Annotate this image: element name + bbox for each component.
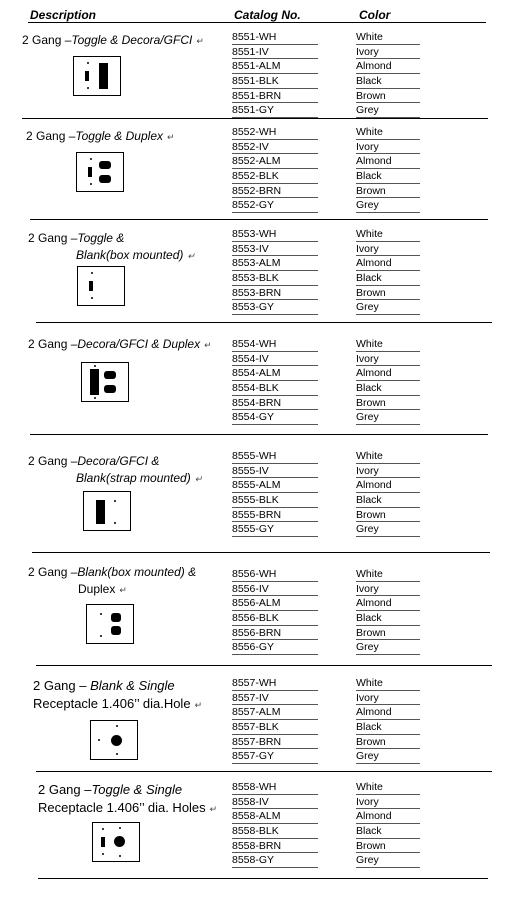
toggle-decora-plate-icon [73, 56, 121, 96]
color-list [356, 449, 420, 537]
color-name: Brown [356, 735, 420, 750]
catalog-number: 8552-IV [232, 140, 318, 155]
catalog-number: 8553-IV [232, 242, 318, 257]
description-italic: Decora/GFCI & [77, 454, 160, 468]
section-divider [36, 665, 492, 666]
catalog-number: 8553-GY [232, 300, 318, 315]
color-name: Brown [356, 89, 420, 104]
description [28, 336, 212, 353]
color-name: Ivory [356, 582, 420, 597]
color-name: Brown [356, 396, 420, 411]
color-list [356, 30, 420, 118]
color-name: Ivory [356, 691, 420, 706]
color-name: White [356, 676, 420, 691]
description-prefix: 2 Gang – [28, 231, 78, 245]
catalog-list [232, 227, 318, 315]
description-italic: Toggle & Decora/GFCI [71, 33, 193, 47]
catalog-number: 8557-ALM [232, 705, 318, 720]
catalog-list [232, 125, 318, 213]
description-line2: Blank(strap mounted) ↵ [76, 471, 203, 485]
color-name: Almond [356, 478, 420, 493]
color-name: Brown [356, 508, 420, 523]
description-italic: Toggle & [77, 231, 125, 245]
catalog-number: 8558-BRN [232, 839, 318, 854]
catalog-number: 8554-IV [232, 352, 318, 367]
color-name: Black [356, 493, 420, 508]
color-name: Grey [356, 103, 420, 118]
description-prefix: 2 Gang – [28, 454, 78, 468]
color-name: Ivory [356, 45, 420, 60]
catalog-number: 8556-WH [232, 567, 318, 582]
catalog-number: 8554-BLK [232, 381, 318, 396]
color-list [356, 125, 420, 213]
toggle-duplex-plate-icon [76, 152, 124, 192]
catalog-number: 8551-BLK [232, 74, 318, 89]
catalog-list [232, 780, 318, 868]
catalog-number: 8558-IV [232, 795, 318, 810]
description-prefix: 2 Gang – [22, 33, 72, 47]
color-name: Brown [356, 839, 420, 854]
catalog-number: 8556-GY [232, 640, 318, 655]
description-prefix: 2 Gang – [38, 782, 92, 797]
color-name: White [356, 337, 420, 352]
catalog-number: 8555-IV [232, 464, 318, 479]
return-mark: ↵ [194, 700, 203, 710]
catalog-list [232, 567, 318, 655]
color-name: Almond [356, 154, 420, 169]
toggle-single-receptacle-plate-icon [92, 822, 140, 862]
catalog-number: 8551-WH [232, 30, 318, 45]
color-name: Black [356, 169, 420, 184]
color-name: Almond [356, 705, 420, 720]
catalog-number: 8551-GY [232, 103, 318, 118]
return-mark: ↵ [194, 474, 203, 484]
catalog-number: 8552-BLK [232, 169, 318, 184]
return-mark: ↵ [209, 804, 218, 814]
toggle-blank-plate-icon [77, 266, 125, 306]
color-name: Almond [356, 596, 420, 611]
color-name: Grey [356, 410, 420, 425]
color-name: White [356, 227, 420, 242]
color-name: Black [356, 824, 420, 839]
blank-single-receptacle-plate-icon [90, 720, 138, 760]
catalog-number: 8552-WH [232, 125, 318, 140]
color-name: Grey [356, 640, 420, 655]
catalog-number: 8553-WH [232, 227, 318, 242]
description [26, 128, 175, 145]
catalog-number: 8552-GY [232, 198, 318, 213]
color-name: Ivory [356, 795, 420, 810]
catalog-number: 8558-BLK [232, 824, 318, 839]
description [28, 453, 159, 469]
color-name: Black [356, 611, 420, 626]
decora-blank-plate-icon [83, 491, 131, 531]
color-list [356, 676, 420, 764]
color-name: Ivory [356, 464, 420, 479]
catalog-number: 8556-ALM [232, 596, 318, 611]
catalog-number: 8553-BRN [232, 286, 318, 301]
description-italic: Decora/GFCI & Duplex [77, 337, 201, 351]
color-name: White [356, 567, 420, 582]
color-name: White [356, 780, 420, 795]
catalog-number: 8554-WH [232, 337, 318, 352]
section-divider [36, 771, 492, 772]
description-line2: Blank(box mounted) ↵ [76, 248, 195, 262]
catalog-list [232, 337, 318, 425]
catalog-number: 8556-BRN [232, 626, 318, 641]
catalog-number: 8551-IV [232, 45, 318, 60]
color-list [356, 780, 420, 868]
description-italic: Blank & Single [90, 678, 175, 693]
color-name: White [356, 449, 420, 464]
return-mark: ↵ [196, 36, 204, 46]
description-italic: Blank(box mounted) & [77, 565, 197, 579]
catalog-number: 8558-ALM [232, 809, 318, 824]
section-divider [38, 878, 488, 879]
catalog-header: Catalog No. [234, 8, 301, 22]
description-prefix: 2 Gang – [26, 129, 76, 143]
description-prefix: 2 Gang – [28, 337, 78, 351]
return-mark: ↵ [167, 132, 175, 142]
description [28, 230, 124, 246]
description [28, 564, 196, 580]
catalog-number: 8553-ALM [232, 256, 318, 271]
catalog-number: 8551-BRN [232, 89, 318, 104]
section-divider [30, 219, 488, 220]
description-line2: Duplex ↵ [78, 582, 127, 596]
description-italic: Toggle & Duplex [75, 129, 163, 143]
catalog-number: 8551-ALM [232, 59, 318, 74]
color-name: Almond [356, 256, 420, 271]
color-list [356, 567, 420, 655]
color-name: Black [356, 271, 420, 286]
color-name: Almond [356, 366, 420, 381]
decora-duplex-plate-icon [81, 362, 129, 402]
color-name: Grey [356, 300, 420, 315]
catalog-number: 8557-BRN [232, 735, 318, 750]
color-name: Almond [356, 59, 420, 74]
catalog-number: 8555-BLK [232, 493, 318, 508]
catalog-number: 8554-BRN [232, 396, 318, 411]
color-name: Grey [356, 198, 420, 213]
catalog-list [232, 449, 318, 537]
color-name: Grey [356, 749, 420, 764]
catalog-number: 8555-BRN [232, 508, 318, 523]
description-prefix: 2 Gang – [28, 565, 78, 579]
catalog-number: 8557-BLK [232, 720, 318, 735]
catalog-number: 8558-GY [232, 853, 318, 868]
catalog-number: 8557-IV [232, 691, 318, 706]
catalog-number: 8552-BRN [232, 184, 318, 199]
description-line2: Receptacle 1.406’’ dia.Hole ↵ [33, 696, 203, 711]
color-name: White [356, 30, 420, 45]
section-divider [30, 434, 488, 435]
catalog-number: 8554-GY [232, 410, 318, 425]
catalog-number: 8554-ALM [232, 366, 318, 381]
color-name: Black [356, 720, 420, 735]
catalog-list [232, 676, 318, 764]
color-name: White [356, 125, 420, 140]
color-name: Grey [356, 522, 420, 537]
description-line2: Receptacle 1.406’’ dia. Holes ↵ [38, 800, 218, 815]
catalog-number: 8552-ALM [232, 154, 318, 169]
color-name: Ivory [356, 242, 420, 257]
description [22, 32, 204, 49]
color-name: Ivory [356, 352, 420, 367]
section-divider [22, 118, 488, 119]
section-divider [36, 322, 492, 323]
description-prefix: 2 Gang – [33, 678, 91, 693]
color-name: Brown [356, 184, 420, 199]
catalog-number: 8555-ALM [232, 478, 318, 493]
catalog-number: 8558-WH [232, 780, 318, 795]
color-name: Brown [356, 286, 420, 301]
catalog-number: 8555-GY [232, 522, 318, 537]
blank-duplex-plate-icon [86, 604, 134, 644]
catalog-number: 8556-BLK [232, 611, 318, 626]
return-mark: ↵ [119, 585, 127, 595]
header-rule [28, 22, 486, 23]
catalog-number: 8556-IV [232, 582, 318, 597]
color-name: Grey [356, 853, 420, 868]
description [38, 782, 182, 798]
color-name: Black [356, 381, 420, 396]
description [33, 678, 175, 694]
color-list [356, 337, 420, 425]
catalog-list [232, 30, 318, 118]
color-name: Almond [356, 809, 420, 824]
return-mark: ↵ [204, 340, 212, 350]
color-name: Ivory [356, 140, 420, 155]
return-mark: ↵ [187, 251, 195, 261]
catalog-number: 8557-WH [232, 676, 318, 691]
color-name: Brown [356, 626, 420, 641]
catalog-number: 8557-GY [232, 749, 318, 764]
section-divider [32, 552, 490, 553]
catalog-number: 8555-WH [232, 449, 318, 464]
color-list [356, 227, 420, 315]
description-italic: Toggle & Single [91, 782, 183, 797]
color-header: Color [359, 8, 391, 22]
color-name: Black [356, 74, 420, 89]
description-header: Description [30, 8, 97, 22]
catalog-number: 8553-BLK [232, 271, 318, 286]
